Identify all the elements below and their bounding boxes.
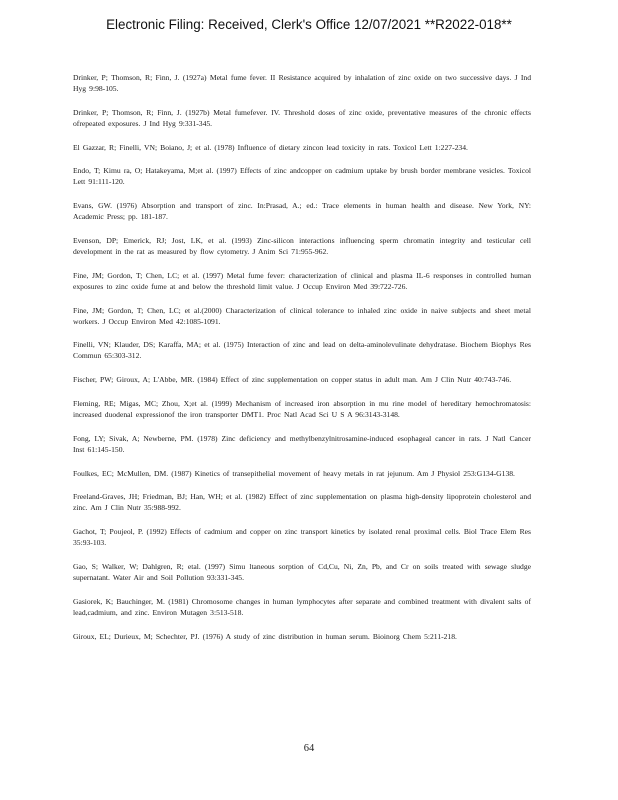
reference-entry: Gachot, T; Poujeol, P. (1992) Effects of cadmium and copper on zinc transport kinetics by isolated renal proximal cells. Biol Trace Elem Res 35:93-103. — [73, 527, 531, 548]
reference-entry: Fine, JM; Gordon, T; Chen, LC; et al.(2000) Characterization of clinical tolerance to inhaled zinc oxide in naive subjects and sheet metal workers. J Occup Environ Med 42:1085-1091. — [73, 305, 531, 326]
reference-entry: Fleming, RE; Migas, MC; Zhou, X;et al. (1999) Mechanism of increased iron absorption in mu rine model of hereditary hemochromatosis: increased duodenal expressionof the iron transporter DMT1. Proc Natl Acad Sci U S A 96:3143-3148. — [73, 398, 531, 419]
reference-entry: Freeland-Graves, JH; Friedman, BJ; Han, WH; et al. (1982) Effect of zinc supplementation on plasma high-density lipoprotein cholesterol and zinc. Am J Clin Nutr 35:988-992. — [73, 492, 531, 513]
reference-entry: Endo, T; Kimu ra, O; Hatakeyama, M;et al. (1997) Effects of zinc andcopper on cadmium uptake by brush border membrane vesicles. Toxicol Lett 91:111-120. — [73, 166, 531, 187]
reference-list — [73, 72, 531, 654]
reference-entry: El Gazzar, R; Finelli, VN; Boiano, J; et al. (1978) Influence of dietary zincon lead toxicity in rats. Toxicol Lett 1:227-234. — [73, 142, 468, 152]
reference-entry: Drinker, P; Thomson, R; Finn, J. (1927b) Metal fumefever. IV. Threshold doses of zinc oxide, preventative measures of the chronic effects ofrepeated exposures. J Ind Hyg 9:331-345. — [73, 107, 531, 128]
reference-entry: Gao, S; Walker, W; Dahlgren, R; etal. (1997) Simu ltaneous sorption of Cd,Cu, Ni, Zn, Pb, and Cr on soils treated with sewage sludge supernatant. Water Air and Soil Pollution 93:331-345. — [73, 561, 531, 582]
reference-entry: Evans, GW. (1976) Absorption and transport of zinc. In:Prasad, A.; ed.: Trace elements in human health and disease. New York, NY: Academic Press; pp. 181-187. — [73, 201, 531, 222]
reference-entry: Foulkes, EC; McMullen, DM. (1987) Kinetics of transepithelial movement of heavy metals in rat jejunum. Am J Physiol 253:G134-G138. — [73, 468, 515, 478]
reference-entry: Fine, JM; Gordon, T; Chen, LC; et al. (1997) Metal fume fever: characterization of clinical and plasma IL-6 responses in controlled human exposures to zinc oxide fume at and below the threshold limit value. J Occup Environ Med 39:722-726. — [73, 270, 531, 291]
reference-entry: Finelli, VN; Klauder, DS; Karaffa, MA; et al. (1975) Interaction of zinc and lead on delta-aminolevulinate dehydratase. Biochem Biophys Res Commun 65:303-312. — [73, 340, 531, 361]
reference-entry: Evenson, DP; Emerick, RJ; Jost, LK, et al. (1993) Zinc-silicon interactions influencing sperm chromatin integrity and testicular cell development in the rat as measured by flow cytometry. J Anim Sci 71:955-962. — [73, 235, 531, 256]
reference-entry: Gasiorek, K; Bauchinger, M. (1981) Chromosome changes in human lymphocytes after separate and combined treatment with divalent salts of lead,cadmium, and zinc. Environ Mutagen 3:513-518. — [73, 596, 531, 617]
page-number: 64 — [303, 743, 315, 754]
reference-entry: Fong, LY; Sivak, A; Newberne, PM. (1978) Zinc deficiency and methylbenzylnitrosamine-induced esophageal cancer in rats. J Natl Cancer Inst 61:145-150. — [73, 433, 531, 454]
reference-entry: Giroux, EL; Durieux, M; Schechter, PJ. (1976) A study of zinc distribution in human serum. Bioinorg Chem 5:211-218. — [73, 631, 457, 641]
reference-entry: Drinker, P; Thomson, R; Finn, J. (1927a) Metal fume fever. II Resistance acquired by inhalation of zinc oxide on two successive days. J Ind Hyg 9:98-105. — [73, 73, 531, 93]
filing-stamp-header: Electronic Filing: Received, Clerk's Office 12/07/2021 **R2022-018** — [106, 17, 512, 32]
reference-entry: Fischer, PW; Giroux, A; L'Abbe, MR. (1984) Effect of zinc supplementation on copper status in adult man. Am J Clin Nutr 40:743-746. — [73, 375, 512, 385]
